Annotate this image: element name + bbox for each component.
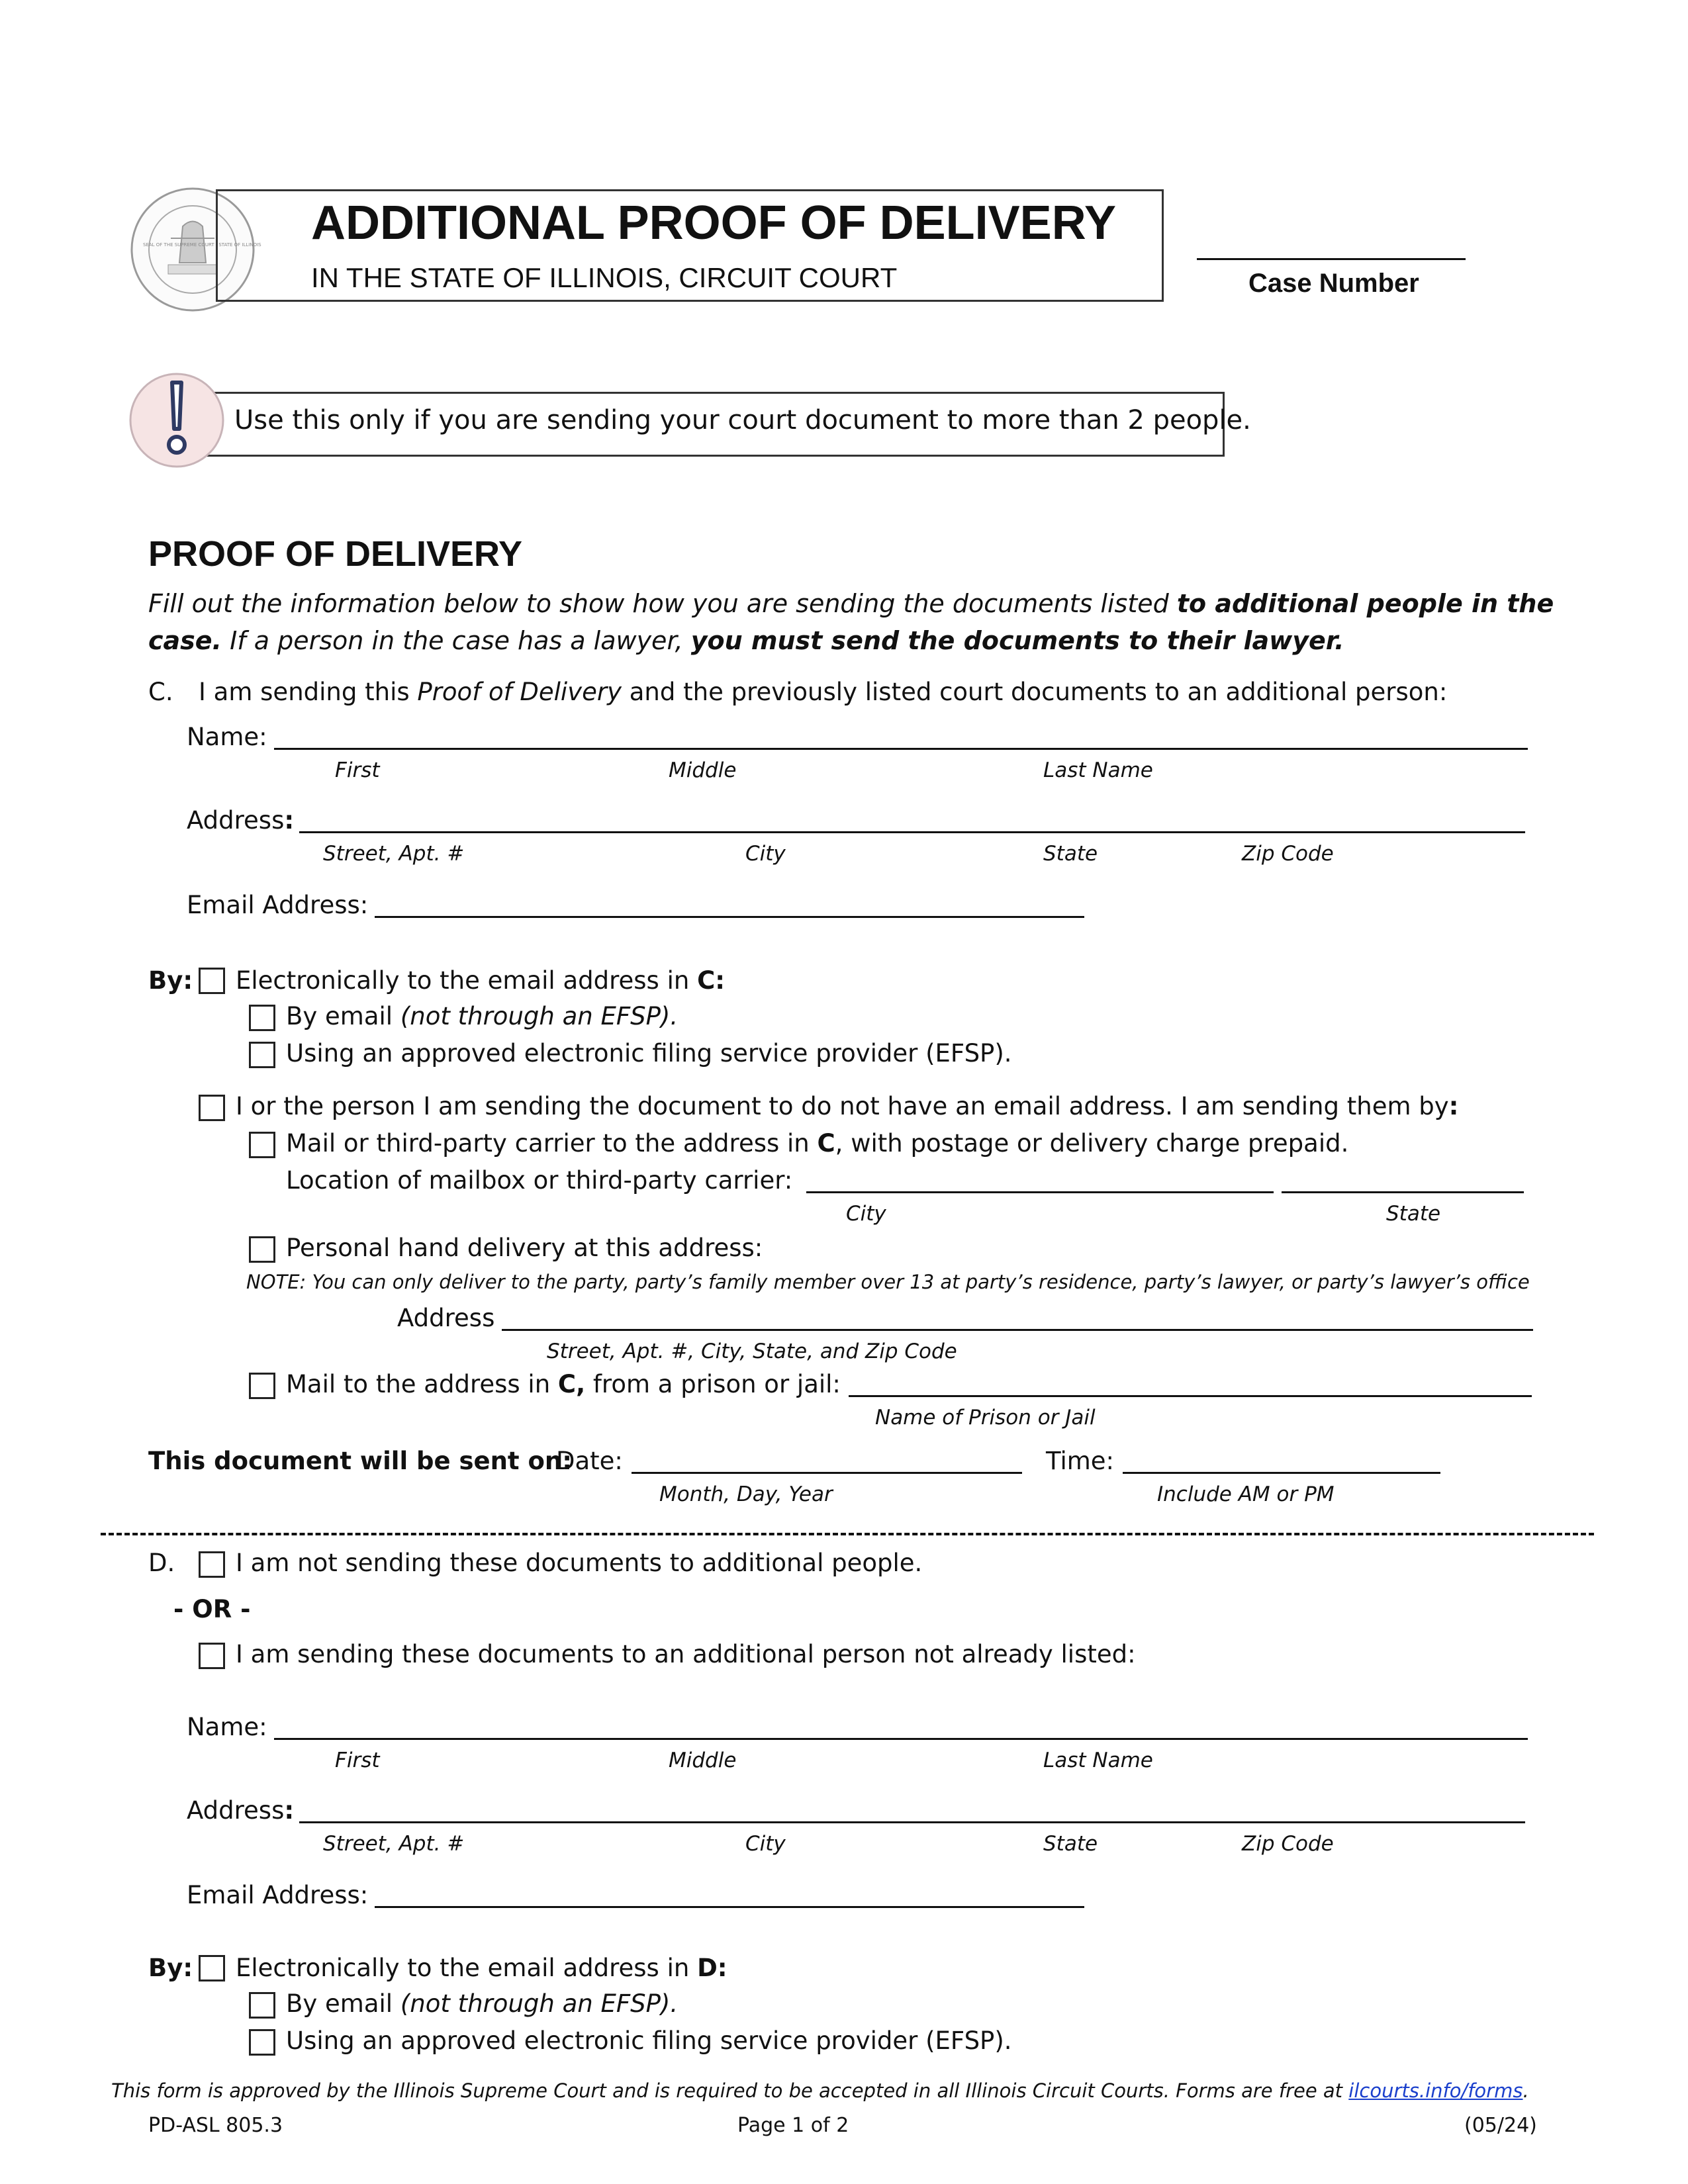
- not-sending-option: I am not sending these documents to additional people.: [236, 1549, 923, 1577]
- approval-text: This form is approved by the Illinois Supreme Court and is required to be accepted in all Illinois Circuit Courts. Forms are free at: [111, 2079, 1349, 2102]
- mail-checkbox[interactable]: [249, 1132, 275, 1158]
- location-label: Location of mailbox or third-party carrier:: [286, 1166, 793, 1195]
- d-name-label: Name:: [187, 1713, 267, 1741]
- intro-text: Fill out the information below to show how you are sending the documents listed: [148, 589, 1177, 618]
- option-emphasis: :: [1448, 1092, 1459, 1120]
- section-heading: PROOF OF DELIVERY: [148, 534, 523, 574]
- intro-line-1: [148, 589, 1554, 618]
- time-input[interactable]: [1123, 1472, 1440, 1474]
- hand-delivery-checkbox[interactable]: [249, 1236, 275, 1263]
- electronic-option: [236, 966, 725, 995]
- not-sending-checkbox[interactable]: [199, 1551, 225, 1578]
- address-caption-city: City: [745, 842, 786, 866]
- statement-emphasis: Proof of Delivery: [417, 678, 622, 706]
- date-input[interactable]: [632, 1472, 1022, 1474]
- statement-text: I am sending this: [199, 678, 418, 706]
- intro-emphasis: you must send the documents to their lawyer.: [690, 626, 1344, 655]
- no-email-checkbox[interactable]: [199, 1095, 225, 1121]
- footer-approval: [111, 2079, 1529, 2102]
- name-input[interactable]: [274, 748, 1528, 750]
- option-text: from a prison or jail:: [585, 1370, 841, 1398]
- no-email-option: [236, 1092, 1458, 1120]
- option-emphasis: D:: [697, 1954, 727, 1982]
- date-caption: Month, Day, Year: [659, 1482, 833, 1506]
- warning-icon: [127, 371, 226, 470]
- part-d-letter: D.: [148, 1549, 175, 1577]
- option-text: Mail or third-party carrier to the address in: [286, 1129, 818, 1158]
- option-text: Electronically to the email address in: [236, 1954, 698, 1982]
- electronic-checkbox[interactable]: [199, 968, 225, 994]
- or-divider: - OR -: [173, 1595, 251, 1623]
- d-address-caption-street: Street, Apt. #: [323, 1832, 465, 1856]
- by-label: By:: [148, 966, 193, 995]
- address-label: [187, 806, 294, 835]
- part-c-letter: C.: [148, 678, 173, 706]
- name-label: Name:: [187, 723, 267, 751]
- prison-name-input[interactable]: [849, 1395, 1532, 1397]
- prison-mail-checkbox[interactable]: [249, 1373, 275, 1399]
- d-by-email-option: [286, 1989, 678, 2018]
- page-number: Page 1 of 2: [737, 2114, 849, 2137]
- case-number-label: Case Number: [1248, 269, 1419, 298]
- efsp-option: Using an approved electronic filing service provider (EFSP).: [286, 1039, 1012, 1068]
- intro-line-2: [148, 626, 1344, 655]
- by-email-checkbox[interactable]: [249, 1005, 275, 1031]
- option-text: By email: [286, 1989, 400, 2018]
- d-name-caption-middle: Middle: [669, 1749, 737, 1772]
- prison-mail-option: [286, 1370, 841, 1398]
- d-name-input[interactable]: [274, 1738, 1528, 1740]
- mail-option: [286, 1129, 1348, 1158]
- d-email-label: Email Address:: [187, 1881, 369, 1909]
- statement-text: and the previously listed court documents to an additional person:: [621, 678, 1448, 706]
- address-caption-zip: Zip Code: [1242, 842, 1334, 866]
- d-by-label: By:: [148, 1954, 193, 1982]
- form-id: PD-ASL 805.3: [148, 2114, 283, 2137]
- option-emphasis: C,: [557, 1370, 586, 1398]
- d-name-caption-first: First: [335, 1749, 380, 1772]
- dashed-divider: [101, 1533, 1594, 1535]
- efsp-checkbox[interactable]: [249, 1042, 275, 1068]
- form-version: (05/24): [1464, 2114, 1537, 2137]
- delivery-note: NOTE: You can only deliver to the party, party’s family member over 13 at party’s residence, party’s lawyer, or party’s lawyer’s office: [246, 1271, 1530, 1293]
- email-label: Email Address:: [187, 891, 369, 919]
- location-city-input[interactable]: [806, 1191, 1274, 1193]
- d-electronic-checkbox[interactable]: [199, 1955, 225, 1981]
- hand-address-label: Address: [397, 1304, 495, 1332]
- option-text: I or the person I am sending the document to do not have an email address. I am sending them by: [236, 1092, 1449, 1120]
- location-city-caption: City: [846, 1202, 886, 1226]
- sending-additional-checkbox[interactable]: [199, 1643, 225, 1669]
- date-label: Date:: [556, 1447, 623, 1475]
- address-colon: :: [284, 1796, 295, 1825]
- d-address-caption-state: State: [1043, 1832, 1098, 1856]
- option-emphasis: (not through an EFSP).: [400, 1989, 679, 2018]
- d-by-email-checkbox[interactable]: [249, 1992, 275, 2019]
- address-input[interactable]: [299, 831, 1525, 833]
- d-efsp-option: Using an approved electronic filing service provider (EFSP).: [286, 2026, 1012, 2055]
- option-text: Electronically to the email address in: [236, 966, 698, 995]
- option-emphasis: C: [817, 1129, 835, 1158]
- address-colon: :: [284, 806, 295, 835]
- form-subtitle: IN THE STATE OF ILLINOIS, CIRCUIT COURT: [311, 262, 898, 293]
- time-label: Time:: [1046, 1447, 1115, 1475]
- location-state-input[interactable]: [1282, 1191, 1524, 1193]
- d-address-caption-city: City: [745, 1832, 786, 1856]
- name-caption-first: First: [335, 758, 380, 782]
- d-electronic-option: [236, 1954, 727, 1982]
- hand-delivery-option: Personal hand delivery at this address:: [286, 1234, 763, 1262]
- location-state-caption: State: [1386, 1202, 1441, 1226]
- d-name-caption-last: Last Name: [1043, 1749, 1153, 1772]
- intro-emphasis: to additional people in the: [1176, 589, 1554, 618]
- form-title: ADDITIONAL PROOF OF DELIVERY: [311, 197, 1117, 250]
- d-address-caption-zip: Zip Code: [1242, 1832, 1334, 1856]
- name-caption-last: Last Name: [1043, 758, 1153, 782]
- option-emphasis: (not through an EFSP).: [400, 1002, 679, 1030]
- option-emphasis: C:: [697, 966, 726, 995]
- sent-on-label: This document will be sent on:: [148, 1447, 573, 1475]
- seal-text: SEAL OF THE SUPREME COURT · STATE OF ILLINOIS: [143, 242, 261, 248]
- option-text: , with postage or delivery charge prepaid.: [835, 1129, 1349, 1158]
- email-input[interactable]: [375, 916, 1084, 918]
- d-address-label: [187, 1796, 294, 1825]
- address-label-text: Address: [187, 1796, 285, 1825]
- time-caption: Include AM or PM: [1157, 1482, 1335, 1506]
- hand-address-input[interactable]: [502, 1329, 1533, 1331]
- part-c-statement: [199, 678, 1447, 706]
- intro-text: If a person in the case has a lawyer,: [222, 626, 691, 655]
- intro-emphasis: case.: [148, 626, 222, 655]
- d-email-input[interactable]: [375, 1906, 1084, 1908]
- sending-additional-option: I am sending these documents to an additional person not already listed:: [236, 1640, 1136, 1668]
- address-caption-street: Street, Apt. #: [323, 842, 465, 866]
- hand-address-caption: Street, Apt. #, City, State, and Zip Code: [547, 1340, 957, 1363]
- by-email-option: [286, 1002, 678, 1030]
- option-text: Mail to the address in: [286, 1370, 558, 1398]
- case-number-input[interactable]: [1197, 258, 1466, 260]
- forms-link[interactable]: ilcourts.info/forms: [1348, 2079, 1523, 2102]
- d-address-input[interactable]: [299, 1821, 1525, 1823]
- approval-period: .: [1523, 2079, 1529, 2102]
- name-caption-middle: Middle: [669, 758, 737, 782]
- d-efsp-checkbox[interactable]: [249, 2029, 275, 2056]
- address-label-text: Address: [187, 806, 285, 835]
- notice-text: Use this only if you are sending your court document to more than 2 people.: [234, 405, 1251, 435]
- option-text: By email: [286, 1002, 400, 1030]
- address-caption-state: State: [1043, 842, 1098, 866]
- prison-name-caption: Name of Prison or Jail: [875, 1406, 1096, 1430]
